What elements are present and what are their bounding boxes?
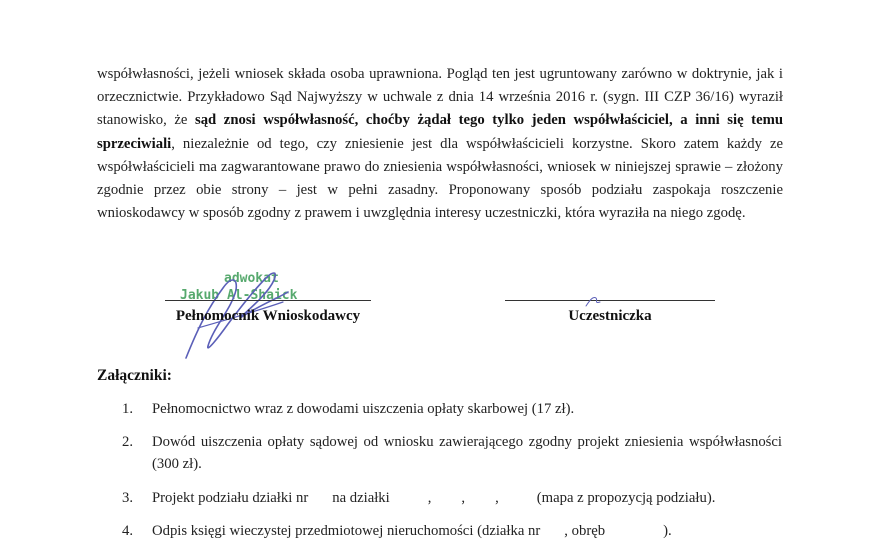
attachment-number: 3. xyxy=(122,490,134,506)
paragraph-text-1: współwłasności, jeżeli wniosek składa osoba uprawniona. Pogląd ten jest ugruntowany zarówno w doktrynie, jak i orzecznictwie. Przykładowo Sąd Najwyższy w uchwale z dnia 14 września 2016 r. (sygn. III CZP 36/16) wyraził stanowisko, że xyxy=(97,66,783,129)
attachment-text-part: Odpis księgi wieczystej przedmiotowej nieruchomości (działka nr xyxy=(152,523,541,539)
attachment-item xyxy=(122,398,782,420)
attachment-comma: , xyxy=(495,490,499,506)
attachment-text-part: , obręb xyxy=(564,523,606,539)
attachment-comma: , xyxy=(461,490,466,506)
attachment-text xyxy=(152,487,782,509)
attachment-number: 4. xyxy=(122,523,134,539)
attachment-item xyxy=(122,431,782,475)
attachment-text: Dowód uiszczenia opłaty sądowej od wniosku zawierającego zgodny projekt zniesienia współwłasności (300 zł). xyxy=(152,434,782,472)
signature-mark xyxy=(584,294,604,308)
right-signature-label: Uczestniczka xyxy=(568,308,652,324)
right-signature-line xyxy=(505,300,715,301)
attachment-item xyxy=(122,520,782,542)
body-paragraph xyxy=(97,63,783,225)
attachment-text-part: na działki xyxy=(332,490,390,506)
attachment-text: Pełnomocnictwo wraz z dowodami uiszczenia opłaty skarbowej (17 zł). xyxy=(152,401,575,417)
attachment-comma: , xyxy=(427,490,432,506)
lawyer-stamp-title: adwokat xyxy=(224,271,279,286)
attachment-text-part: (mapa z propozycją podziału). xyxy=(536,490,716,506)
paragraph-text-2: , niezależnie od tego, czy zniesienie jest dla współwłaścicieli korzystne. Skoro zatem każdy ze współwłaścicieli ma zagwarantowane prawo do zniesienia współwłasności, wniosek w niniejszej sprawie – złożony zgodnie przez obie strony – jest w pełni zasadny. Proponowany sposób podziału zaspokaja roszczenie wnioskodawcy w sposób zgodny z prawem i uwzględnia interesy uczestniczki, która wyraziła na niego zgodę. xyxy=(97,135,783,222)
attachment-item xyxy=(122,487,782,509)
left-signature-label: Pełnomocnik Wnioskodawcy xyxy=(175,308,361,324)
lawyer-stamp-name: Jakub Al-Shaick xyxy=(180,288,298,303)
attachment-text xyxy=(152,520,782,542)
attachment-text-part: Projekt podziału działki nr xyxy=(152,490,309,506)
paragraph-bold-quote: sąd znosi współwłasność, choćby żądał tego tylko jeden współwłaściciel, a inni się temu sprzeciwiali xyxy=(97,112,783,152)
attachment-number: 2. xyxy=(122,434,134,450)
left-signature-line xyxy=(165,300,371,301)
attachment-number: 1. xyxy=(122,401,134,417)
attachment-text-part: ). xyxy=(663,523,672,539)
attachments-title: Załączniki: xyxy=(97,367,172,384)
